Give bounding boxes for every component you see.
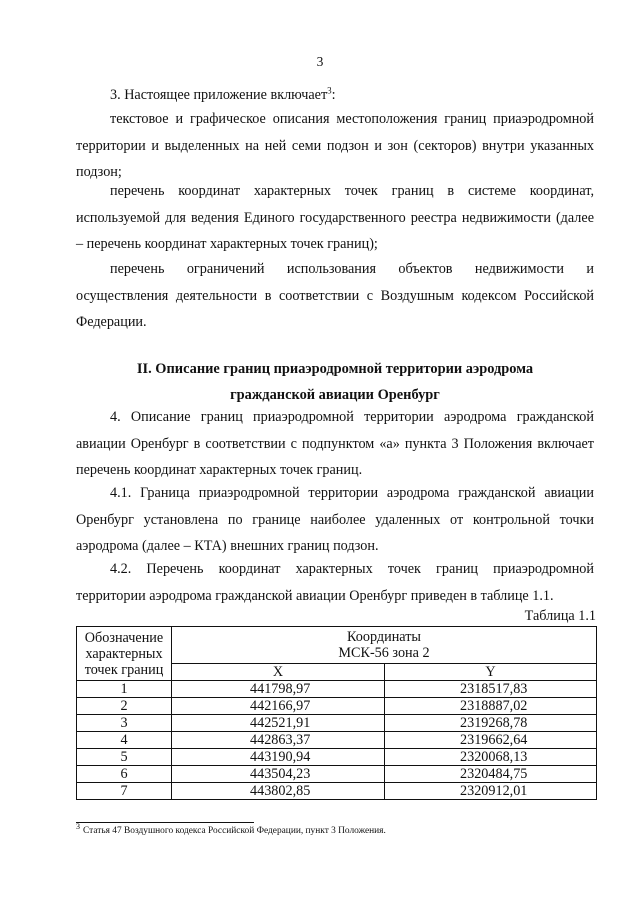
point-number: 1 xyxy=(77,681,172,698)
point-number: 2 xyxy=(77,698,172,715)
footnote xyxy=(76,821,386,836)
y-coordinate: 2319268,78 xyxy=(385,715,597,732)
paragraph-4-1: 4.1. Граница приаэродромной территории аэродрома гражданской авиации Оренбург установлена по границе наиболее удаленных от контрольной точки аэродрома (далее – КТА) внешних границ подзон. xyxy=(76,485,594,554)
table-row xyxy=(77,715,597,732)
footnote-text: Статья 47 Воздушного кодекса Российской Федерации, пункт 3 Положения. xyxy=(83,826,386,836)
y-coordinate: 2319662,64 xyxy=(385,732,597,749)
x-coordinate: 442521,91 xyxy=(172,715,385,732)
header-x: X xyxy=(172,664,385,681)
y-coordinate: 2320484,75 xyxy=(385,766,597,783)
page-number: 3 xyxy=(316,54,324,69)
header-point-designation: Обозначение характерных точек границ xyxy=(77,627,172,681)
y-coordinate: 2320068,13 xyxy=(385,749,597,766)
y-coordinate: 2320912,01 xyxy=(385,783,597,800)
x-coordinate: 443802,85 xyxy=(172,783,385,800)
table-row xyxy=(77,681,597,698)
header-y: Y xyxy=(385,664,597,681)
x-coordinate: 441798,97 xyxy=(172,681,385,698)
table-row xyxy=(77,732,597,749)
section-heading-line1: II. Описание границ приаэродромной территории аэродрома xyxy=(136,361,534,377)
section-heading xyxy=(76,356,594,408)
x-coordinate: 443504,23 xyxy=(172,766,385,783)
footnote-ref: 3 xyxy=(327,85,332,96)
x-coordinate: 442863,37 xyxy=(172,732,385,749)
point-number: 4 xyxy=(77,732,172,749)
y-coordinate: 2318887,02 xyxy=(385,698,597,715)
table-row xyxy=(77,783,597,800)
point-number: 3 xyxy=(77,715,172,732)
table-caption: Таблица 1.1 xyxy=(524,608,596,624)
x-coordinate: 442166,97 xyxy=(172,698,385,715)
y-coordinate: 2318517,83 xyxy=(385,681,597,698)
section-heading-line2: гражданской авиации Оренбург xyxy=(230,387,440,403)
table-row xyxy=(77,766,597,783)
table-row xyxy=(77,698,597,715)
header-coordinates xyxy=(172,627,597,664)
footnote-mark: 3 xyxy=(76,821,80,831)
table-row xyxy=(77,749,597,766)
coordinates-table xyxy=(76,626,597,800)
section3-item-descriptions: текстовое и графическое описания местоположения границ приаэродромной территории и выделенных на ней семи подзон и зон (секторов) внутри указанных подзон; xyxy=(76,111,594,180)
section3-item-coordinates: перечень координат характерных точек границ в системе координат, используемой для ведения Единого государственного реестра недвижимости (далее – перечень координат характерных точек границ); xyxy=(76,183,594,252)
section3-intro-text: 3. Настоящее приложение включает xyxy=(110,87,328,103)
x-coordinate: 443190,94 xyxy=(172,749,385,766)
paragraph-4: 4. Описание границ приаэродромной территории аэродрома гражданской авиации Оренбург в соответствии с подпунктом «а» пункта 3 Положения включает перечень координат характерных точек границ. xyxy=(76,409,594,478)
footnote-divider xyxy=(76,822,254,823)
point-number: 6 xyxy=(77,766,172,783)
header-coordinate-system: МСК-56 зона 2 xyxy=(338,645,430,661)
point-number: 5 xyxy=(77,749,172,766)
paragraph-4-2: 4.2. Перечень координат характерных точек границ приаэродромной территории аэродрома гражданской авиации Оренбург приведен в таблице 1.1. xyxy=(76,561,594,604)
section3-intro xyxy=(76,82,594,109)
section3-item-restrictions: перечень ограничений использования объектов недвижимости и осуществления деятельности в соответствии с Воздушным кодексом Российской Федерации. xyxy=(76,261,594,330)
header-coordinates-title: Координаты xyxy=(347,629,421,645)
point-number: 7 xyxy=(77,783,172,800)
section3-intro-colon: : xyxy=(331,87,336,103)
